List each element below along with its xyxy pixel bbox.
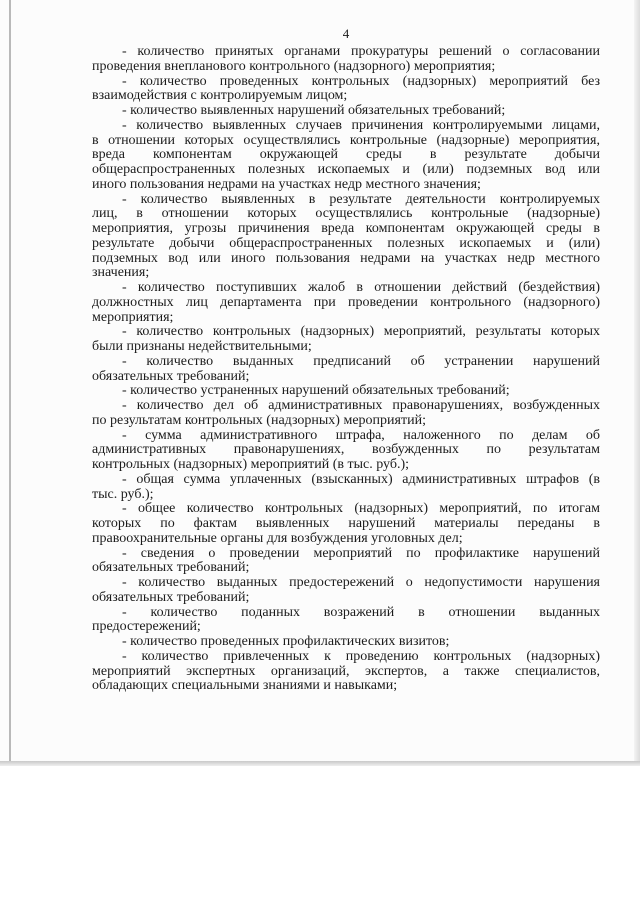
list-item-line: - количество поступивших жалоб в отношении действий (бездействия) — [122, 280, 600, 295]
list-item — [92, 502, 600, 546]
list-item — [92, 547, 600, 577]
list-item — [92, 281, 600, 325]
list-item — [92, 650, 600, 694]
list-item-line: - количество привлеченных к проведению контрольных (надзорных) — [122, 648, 600, 664]
list-item-line: обладающих специальными знаниями и навыками; — [92, 678, 398, 694]
list-item-line: - количество проведенных профилактических визитов; — [122, 634, 450, 649]
scan-bottom-edge — [0, 761, 640, 766]
list-item-line: - общее количество контрольных (надзорных) мероприятий, по итогам — [122, 501, 600, 517]
list-item-line: лиц, в отношении которых осуществлялись контрольные (надзорные) — [92, 206, 600, 222]
list-item — [92, 325, 600, 355]
list-item-line: тыс. руб.); — [92, 486, 154, 502]
list-item-line: административных правонарушениях, возбужденных по результатам — [92, 442, 600, 458]
list-item-line: значения; — [92, 265, 150, 281]
list-item-line: общераспространенных полезных ископаемых и (или) подземных вод или — [92, 162, 600, 177]
list-item — [92, 104, 600, 119]
list-item-line: - количество выявленных случаев причинения контролируемыми лицами, — [122, 117, 600, 133]
list-item-line: - количество принятых органами прокуратуры решений о согласовании — [122, 44, 600, 59]
list-item-line: - количество дел об административных правонарушениях, возбужденных — [122, 398, 600, 413]
list-item-line: взаимодействия с контролируемым лицом; — [92, 88, 348, 104]
list-item — [92, 75, 600, 105]
list-item-line: контрольных (надзорных) мероприятий (в тыс. руб.); — [92, 457, 410, 472]
list-item-line: - количество контрольных (надзорных) мероприятий, результаты которых — [122, 324, 600, 340]
list-item-line: результате добычи общераспространенных полезных ископаемых и (или) — [92, 235, 600, 251]
list-item-line: мероприятий экспертных организаций, экспертов, а также специалистов, — [92, 663, 600, 679]
list-item-line: должностных лиц департамента при проведении контрольного (надзорного) — [92, 294, 600, 310]
list-item-line: - количество выявленных в результате деятельности контролируемых — [122, 191, 600, 207]
list-item — [92, 635, 600, 650]
list-item-line: - количество устраненных нарушений обязательных требований; — [122, 383, 510, 399]
list-item-line: правоохранительные органы для возбуждения уголовных дел; — [92, 530, 463, 546]
list-item-line: обязательных требований; — [92, 560, 250, 576]
list-item-line: - количество выданных предписаний об устранении нарушений — [122, 353, 600, 369]
list-item-line: иного пользования недрами на участках недр местного значения; — [92, 176, 481, 192]
list-item — [92, 384, 600, 399]
list-item — [92, 429, 600, 473]
page-number: 4 — [342, 26, 350, 41]
scan-right-edge — [634, 0, 640, 763]
list-item-line: обязательных требований; — [92, 368, 250, 384]
list-item-line: мероприятия, угрозы причинения вреда компонентам окружающей среды в — [92, 221, 600, 236]
list-item — [92, 119, 600, 193]
list-item-line: предостережений; — [92, 619, 201, 635]
list-item-line: мероприятия; — [92, 309, 174, 325]
list-item-line: - количество выданных предостережений о недопустимости нарушения — [122, 575, 600, 590]
list-item — [92, 576, 600, 606]
list-item — [92, 606, 600, 636]
list-item — [92, 45, 600, 75]
list-item-line: были признаны недействительными; — [92, 339, 312, 354]
list-item-line: - общая сумма уплаченных (взысканных) административных штрафов (в — [122, 471, 600, 487]
list-item-line: вреда компонентам окружающей среды в результате добычи — [92, 147, 600, 163]
list-item-line: которых по фактам выявленных нарушений материалы переданы в — [92, 516, 600, 531]
list-item — [92, 355, 600, 385]
list-item-line: обязательных требований; — [92, 589, 250, 605]
list-item-line: подземных вод или иного пользования недрами на участках недр местного — [92, 250, 600, 266]
list-item-line: в отношении которых осуществлялись контрольные (надзорные) мероприятия, — [92, 132, 600, 148]
list-item-line: - сведения о проведении мероприятий по профилактике нарушений — [122, 545, 600, 561]
list-item-line: - количество выявленных нарушений обязательных требований; — [122, 103, 506, 118]
list-item-line: проведения внепланового контрольного (надзорного) мероприятия; — [92, 58, 496, 74]
list-item-line: по результатам контрольных (надзорных) мероприятий; — [92, 412, 426, 428]
list-item — [92, 399, 600, 429]
list-item-line: - сумма административного штрафа, наложенного по делам об — [122, 427, 600, 443]
list-item — [92, 473, 600, 503]
list-item-line: - количество проведенных контрольных (надзорных) мероприятий без — [122, 73, 600, 89]
scan-left-edge — [9, 0, 11, 763]
list-item — [92, 193, 600, 282]
list-item-line: - количество поданных возражений в отношении выданных — [122, 604, 600, 620]
document-body — [92, 45, 600, 694]
